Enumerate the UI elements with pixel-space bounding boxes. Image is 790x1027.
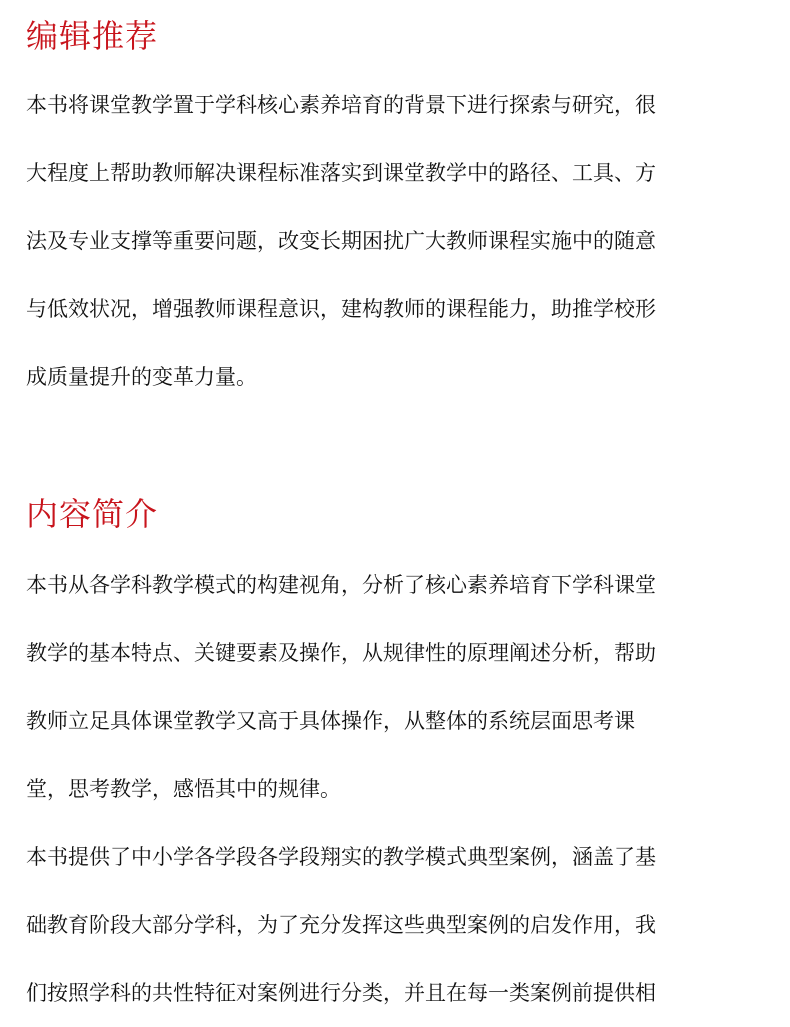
paragraph-line: 大程度上帮助教师解决课程标准落实到课堂教学中的路径、工具、方 — [26, 161, 656, 185]
paragraph-line: 与低效状况，增强教师课程意识，建构教师的课程能力，助推学校形 — [26, 297, 656, 321]
paragraph-line: 本书将课堂教学置于学科核心素养培育的背景下进行探索与研究，很 — [26, 93, 656, 117]
content-introduction-body — [26, 551, 756, 1027]
paragraph-line: 本书从各学科教学模式的构建视角，分析了核心素养培育下学科课堂 — [26, 573, 656, 597]
paragraph-line: 法及专业支撑等重要问题，改变长期困扰广大教师课程实施中的随意 — [26, 229, 656, 253]
paragraph-line: 教学的基本特点、关键要素及操作，从规律性的原理阐述分析，帮助 — [26, 641, 656, 665]
section-title-content-introduction: 内容简介 — [26, 495, 159, 533]
section-title-editor-recommendation: 编辑推荐 — [26, 17, 159, 55]
paragraph-line: 教师立足具体课堂教学又高于具体操作，从整体的系统层面思考课 — [26, 709, 635, 733]
paragraph-line: 础教育阶段大部分学科，为了充分发挥这些典型案例的启发作用，我 — [26, 913, 656, 937]
editor-recommendation-section — [26, 16, 756, 411]
paragraph-line: 成质量提升的变革力量。 — [26, 365, 257, 389]
editor-recommendation-body — [26, 71, 756, 411]
paragraph-line: 本书提供了中小学各学段各学段翔实的教学模式典型案例，涵盖了基 — [26, 845, 656, 869]
content-introduction-section — [26, 494, 756, 1027]
paragraph-line: 们按照学科的共性特征对案例进行分类，并且在每一类案例前提供相 — [26, 981, 656, 1005]
paragraph-line: 堂，思考教学，感悟其中的规律。 — [26, 777, 341, 801]
